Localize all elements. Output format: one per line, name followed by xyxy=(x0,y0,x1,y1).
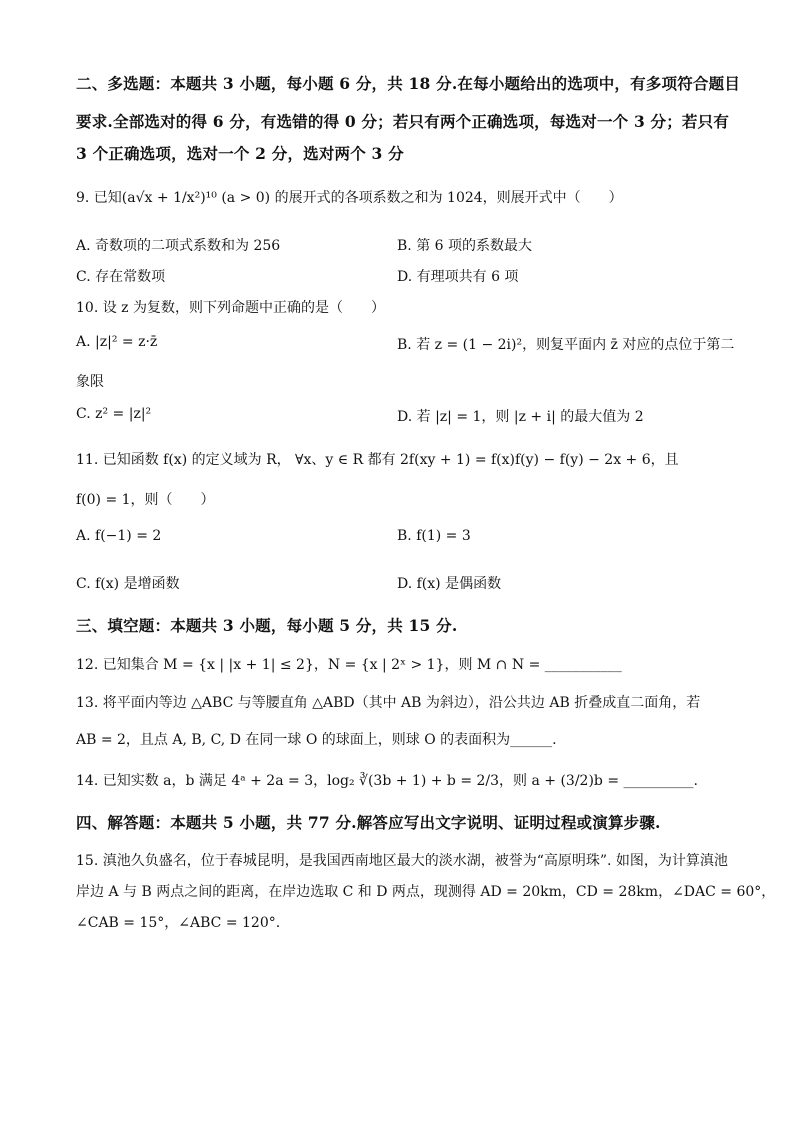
question-11-option-a: A. f(−1) = 2 xyxy=(76,528,162,544)
question-14: 14. 已知实数 a，b 满足 4ᵃ + 2a = 3，log₂ ∛(3b + 1) + b = 2/3，则 a + (3/2)b = __________. xyxy=(76,773,698,789)
question-15-line3: ∠CAB = 15°，∠ABC = 120°. xyxy=(76,915,281,931)
question-10-option-c: C. z² = |z|² xyxy=(76,406,152,422)
question-15-line1: 15. 滇池久负盛名，位于春城昆明，是我国西南地区最大的淡水湖，被誉为“高原明珠”. 如图，为计算滇池 xyxy=(76,853,728,869)
section-multi-choice-line3: 3 个正确选项，选对一个 2 分，选对两个 3 分 xyxy=(76,144,404,163)
question-11-option-b: B. f(1) = 3 xyxy=(397,528,471,544)
question-11-stem-line2: f(0) = 1，则（ ） xyxy=(76,492,215,508)
question-9-option-c: C. 存在常数项 xyxy=(76,269,166,285)
question-11-stem-line1: 11. 已知函数 f(x) 的定义域为 R， ∀x、y ∈ R 都有 2f(xy + 1) = f(x)f(y) − f(y) − 2x + 6，且 xyxy=(76,452,679,468)
question-11-option-c: C. f(x) 是增函数 xyxy=(76,576,180,592)
question-10-stem: 10. 设 z 为复数，则下列命题中正确的是（ ） xyxy=(76,300,385,316)
section-solve-title: 四、解答题：本题共 5 小题，共 77 分.解答应写出文字说明、证明过程或演算步骤. xyxy=(76,813,661,832)
question-9-stem: 9. 已知(a√x + 1/x²)¹⁰ (a > 0) 的展开式的各项系数之和为 1024，则展开式中（ ） xyxy=(76,190,623,206)
question-15-line2: 岸边 A 与 B 两点之间的距离，在岸边选取 C 和 D 两点，现测得 AD = 20km，CD = 28km，∠DAC = 60°， xyxy=(76,884,776,900)
question-10-option-b-line1: B. 若 z = (1 − 2i)²，则复平面内 z̄ 对应的点位于第二 xyxy=(397,337,735,353)
question-10-option-d: D. 若 |z| = 1，则 |z + i| 的最大值为 2 xyxy=(397,409,644,425)
question-9-option-b: B. 第 6 项的系数最大 xyxy=(397,238,532,254)
question-10-option-b-line2: 象限 xyxy=(76,374,104,390)
question-10-option-a: A. |z|² = z·z̄ xyxy=(76,334,158,350)
section-fill-blank-title: 三、填空题：本题共 3 小题，每小题 5 分，共 15 分. xyxy=(76,616,458,635)
question-9-option-d: D. 有理项共有 6 项 xyxy=(397,269,519,285)
question-11-option-d: D. f(x) 是偶函数 xyxy=(397,576,502,592)
question-13-line1: 13. 将平面内等边 △ABC 与等腰直角 △ABD（其中 AB 为斜边），沿公共边 AB 折叠成直二面角，若 xyxy=(76,695,701,711)
question-12: 12. 已知集合 M = {x | |x + 1| ≤ 2}，N = {x | 2ˣ > 1}，则 M ∩ N = ___________ xyxy=(76,657,622,673)
section-multi-choice-line2: 要求.全部选对的得 6 分，有选错的得 0 分；若只有两个正确选项，每选对一个 3 分；若只有 xyxy=(76,112,730,131)
question-13-line2: AB = 2，且点 A, B, C, D 在同一球 O 的球面上，则球 O 的表面积为______. xyxy=(76,732,557,748)
question-9-option-a: A. 奇数项的二项式系数和为 256 xyxy=(76,238,281,254)
section-multi-choice-line1: 二、多选题：本题共 3 小题，每小题 6 分，共 18 分.在每小题给出的选项中，有多项符合题目 xyxy=(76,74,741,93)
